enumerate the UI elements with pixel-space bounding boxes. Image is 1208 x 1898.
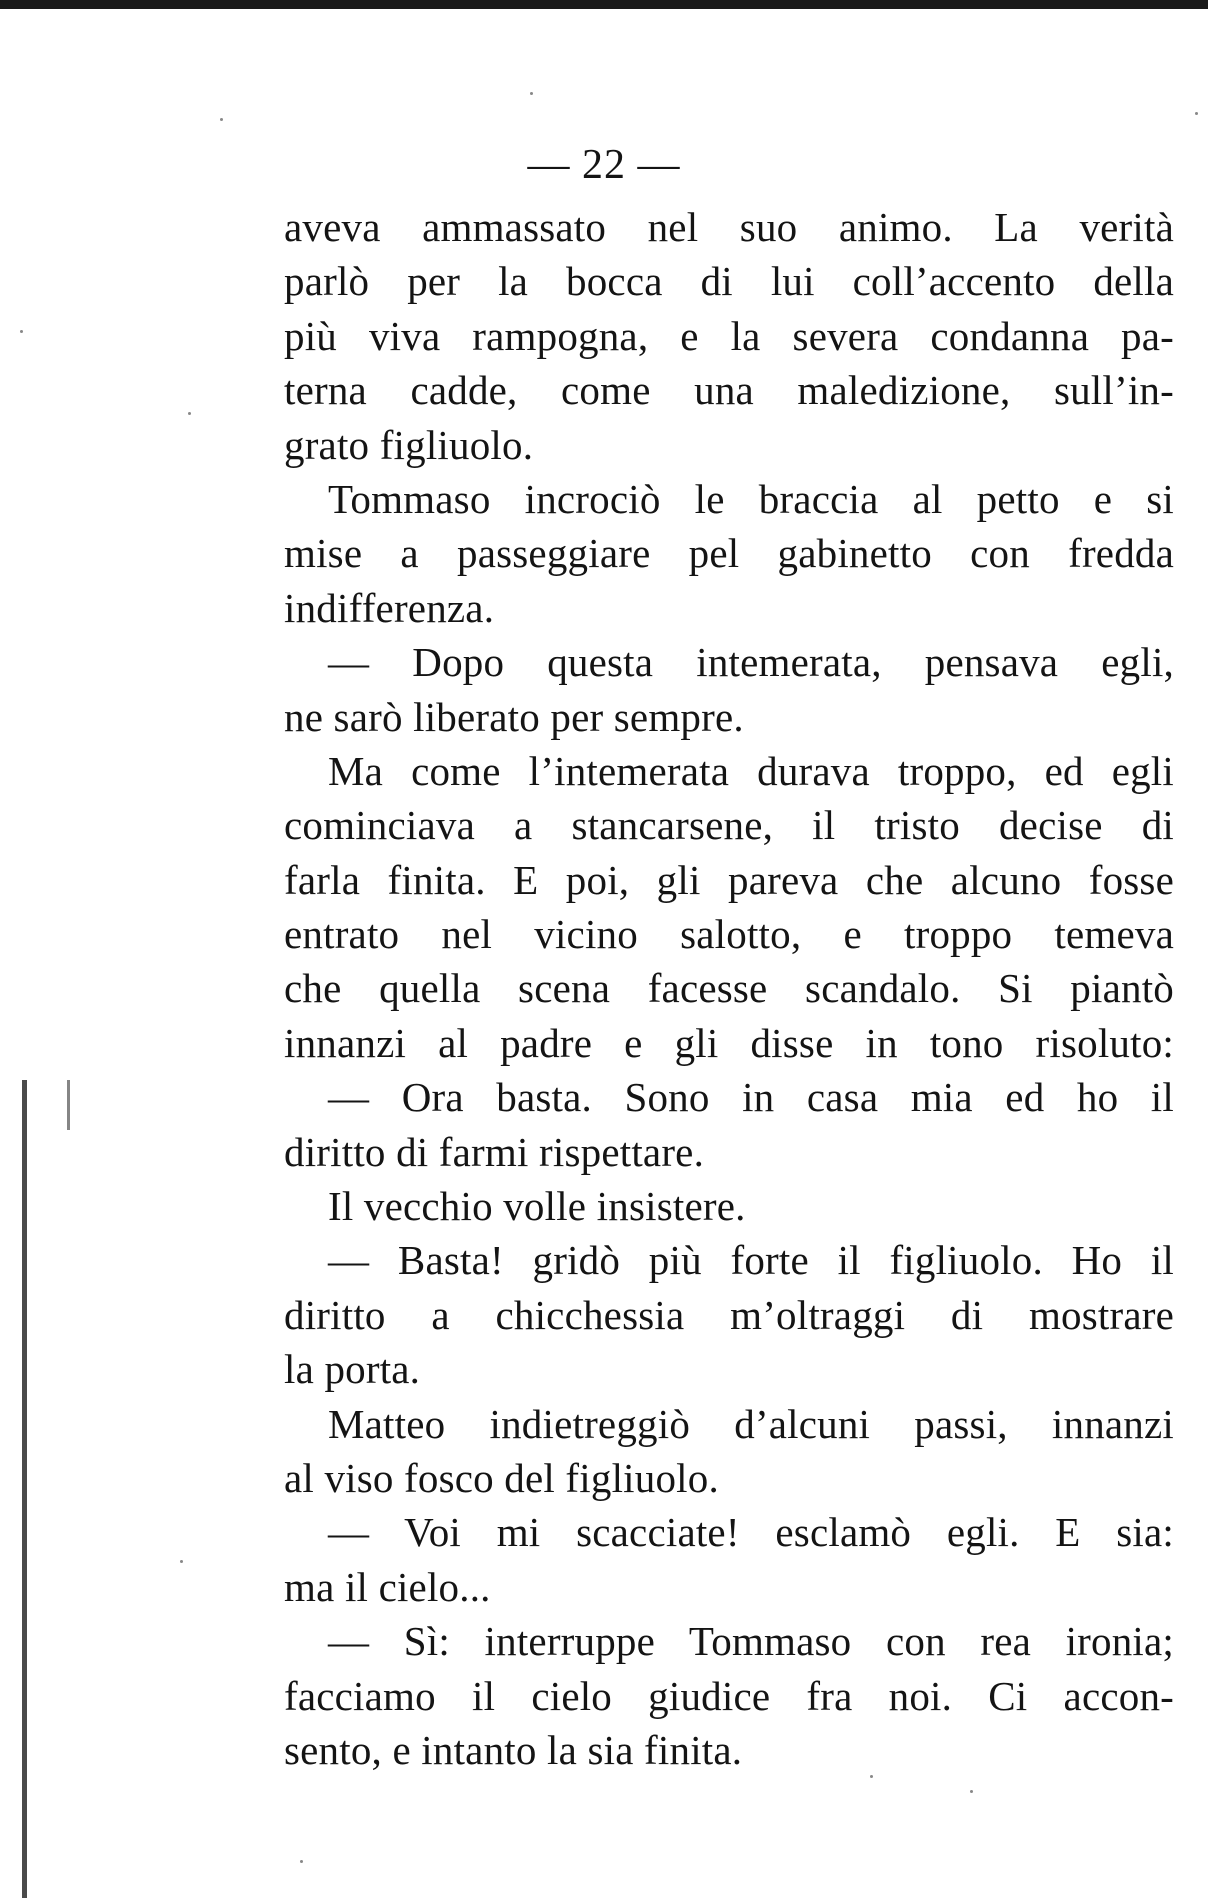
text-line: cominciava a stancarsene, il tristo decise di [284,802,1174,849]
text-line: aveva ammassato nel suo animo. La verità [284,204,1174,250]
body-text [284,200,1174,1777]
page-number: — 22 — [527,142,681,188]
text-line: — Voi mi scacciate! esclamò egli. E sia: [328,1509,1174,1556]
scan-speck [20,330,23,333]
scan-speck [1195,112,1198,115]
text-line: farla finita. E poi, gli pareva che alcuno fosse [284,856,1174,903]
text-line: diritto a chicchessia m’oltraggi di mostrare [284,1291,1174,1338]
text-line: indifferenza. [284,584,495,631]
text-line: facciamo il cielo giudice fra noi. Ci accon- [284,1672,1174,1719]
text-line: Tommaso incrociò le braccia al petto e si [328,475,1174,522]
text-line: grato figliuolo. [284,421,534,468]
text-line: diritto di farmi rispettare. [284,1128,705,1175]
page-binding-shadow [22,1080,70,1130]
text-line: entrato nel vicino salotto, e troppo temeva [284,911,1174,958]
text-line: ne sarò liberato per sempre. [284,693,744,740]
text-line: Matteo indietreggiò d’alcuni passi, innanzi [328,1400,1174,1447]
text-line: — Basta! gridò più forte il figliuolo. Ho il [328,1237,1174,1284]
text-line: parlò per la bocca di lui coll’accento della [284,258,1174,305]
text-line: che quella scena facesse scandalo. Si piantò [284,965,1174,1012]
scan-speck [300,1860,303,1863]
scan-speck [188,412,191,415]
text-line: la porta. [284,1346,421,1393]
text-line: più viva rampogna, e la severa condanna pa- [284,312,1174,359]
text-line: al viso fosco del figliuolo. [284,1454,719,1501]
text-line: innanzi al padre e gli disse in tono risoluto: [284,1019,1174,1066]
page-binding-edge [22,1080,30,1898]
scan-speck [970,1790,973,1793]
text-line: Ma come l’intemerata durava troppo, ed egli [328,747,1174,794]
text-line: mise a passeggiare pel gabinetto con fredda [284,530,1174,577]
text-line: — Dopo questa intemerata, pensava egli, [328,639,1174,686]
text-line: terna cadde, come una maledizione, sull’in- [284,367,1174,414]
text-line: — Sì: interruppe Tommaso con rea ironia; [328,1618,1174,1665]
text-line: ma il cielo... [284,1563,491,1610]
text-line: Il vecchio volle insistere. [328,1183,746,1230]
scan-speck [220,118,223,121]
scan-speck [530,92,533,95]
page-top-edge [0,0,1208,9]
text-line: sento, e intanto la sia finita. [284,1726,743,1773]
text-line: — Ora basta. Sono in casa mia ed ho il [328,1074,1174,1121]
scan-speck [180,1560,183,1563]
